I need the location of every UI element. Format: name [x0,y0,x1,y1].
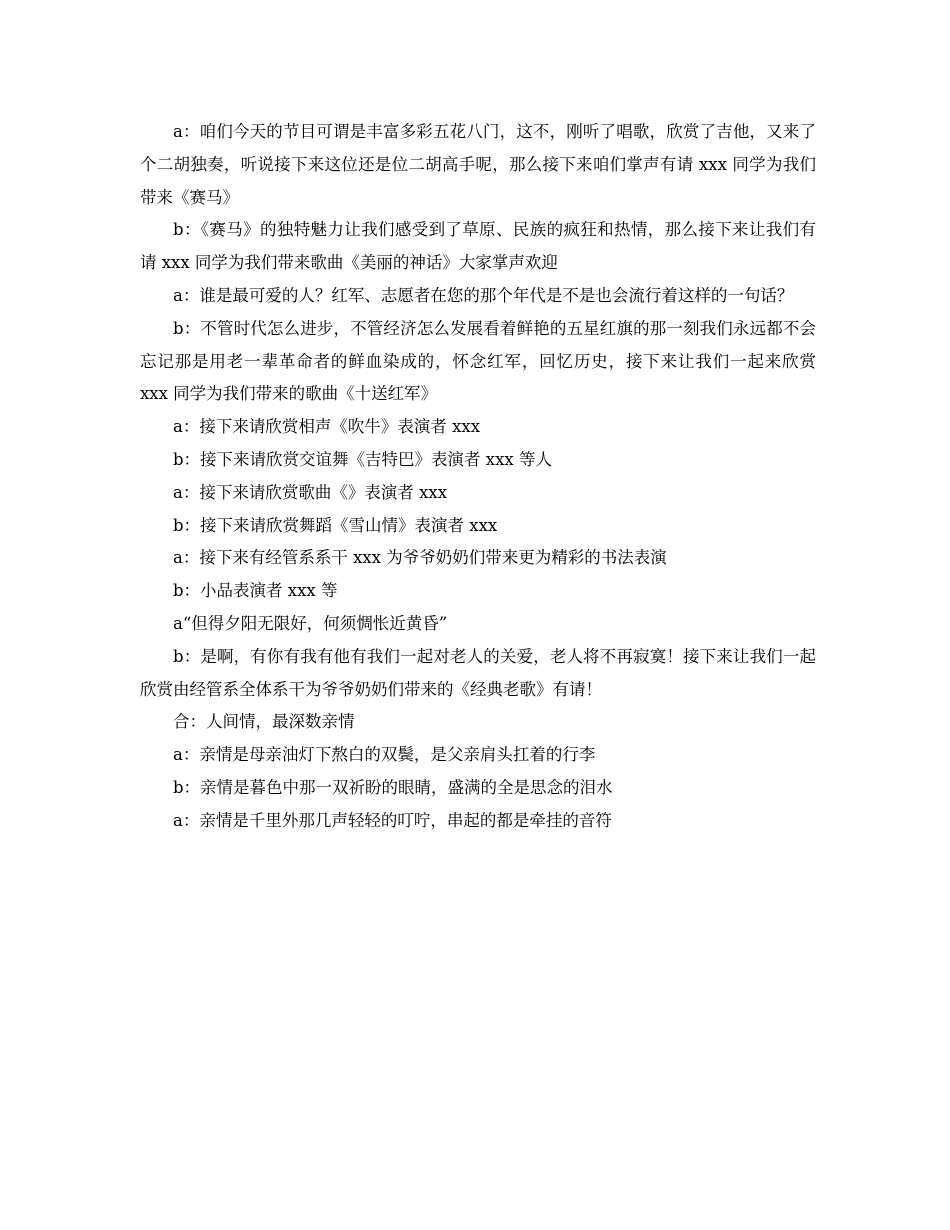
paragraph: b：小品表演者 xxx 等 [173,581,338,601]
paragraph: b：《赛马》的独特魅力让我们感受到了草原、民族的疯狂和热情，那么接下来让我们有请 xxx 同学为我们带来歌曲《美丽的神话》大家掌声欢迎 [140,220,816,273]
paragraph: b：亲情是暮色中那一双祈盼的眼睛，盛满的全是思念的泪水 [173,777,613,797]
paragraph: a：咱们今天的节目可谓是丰富多彩五花八门，这不，刚听了唱歌，欣赏了吉他，又来了个二胡独奏，听说接下来这位还是位二胡高手呢，那么接下来咱们掌声有请 xxx 同学为我们带来《赛马》 [140,122,816,207]
paragraph: a：亲情是母亲油灯下熬白的双鬓，是父亲肩头扛着的行李 [173,745,596,765]
paragraph: b：接下来请欣赏舞蹈《雪山情》表演者 xxx [173,515,498,535]
paragraph: a：谁是最可爱的人？红军、志愿者在您的那个年代是不是也会流行着这样的一句话？ [173,285,794,305]
paragraph: a：接下来请欣赏歌曲《》表演者 xxx [173,482,447,502]
document-body [140,116,816,838]
paragraph: a：接下来有经管系系干 xxx 为爷爷奶奶们带来更为精彩的书法表演 [173,548,667,568]
paragraph: 合：人间情，最深数亲情 [173,712,355,732]
paragraph: b：是啊，有你有我有他有我们一起对老人的关爱，老人将不再寂寞！接下来让我们一起欣赏由经管系全体系干为爷爷奶奶们带来的《经典老歌》有请！ [140,646,816,699]
paragraph: b：不管时代怎么进步，不管经济怎么发展看着鲜艳的五星红旗的那一刻我们永远都不会忘记那是用老一辈革命者的鲜血染成的，怀念红军，回忆历史，接下来让我们一起来欣赏 xxx 同学为我们带来的歌曲《十送红军》 [140,318,816,404]
paragraph: a：亲情是千里外那几声轻轻的叮咛，串起的都是牵挂的音符 [173,810,612,830]
paragraph: a：接下来请欣赏相声《吹牛》表演者 xxx [173,417,480,437]
paragraph: b：接下来请欣赏交谊舞《吉特巴》表演者 xxx 等人 [173,449,552,469]
paragraph: a“但得夕阳无限好，何须惆怅近黄昏” [173,613,448,633]
